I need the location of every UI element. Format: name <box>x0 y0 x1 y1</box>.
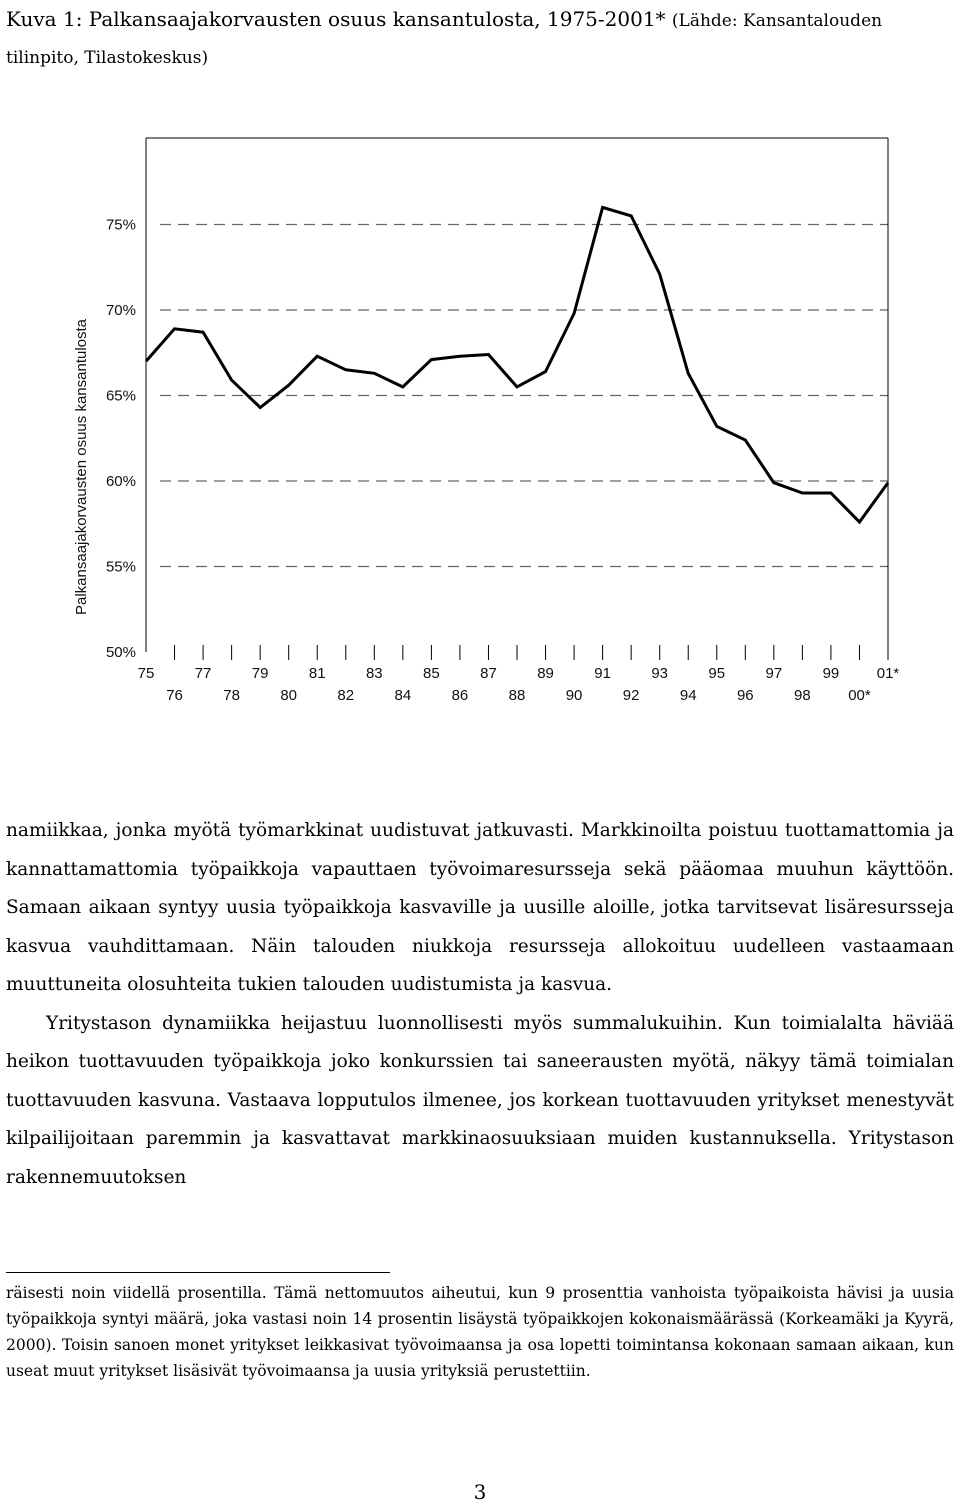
x-tick-label: 98 <box>794 687 811 704</box>
x-tick-label: 92 <box>622 687 640 704</box>
x-tick-label: 86 <box>451 687 469 704</box>
page-number: 3 <box>473 1480 487 1504</box>
y-tick-label: 55% <box>105 558 136 576</box>
x-tick-label: 75 <box>137 665 155 682</box>
caption-label: Kuva 1: Palkansaajakorvausten osuus kansantulosta, 1975-2001* <box>6 7 666 31</box>
x-tick-label: 80 <box>280 687 298 704</box>
x-tick-label: 84 <box>394 687 412 704</box>
x-tick-label: 93 <box>651 665 669 682</box>
x-tick-label: 90 <box>565 687 583 704</box>
paragraph-1: namiikkaa, jonka myötä työmarkkinat uudistuvat jatkuvasti. Markkinoilta poistuu tuottamattomia ja kannattamattomia työpaikkoja vapauttaen työvoimaresursseja sekä pääomaa muuhun käyttöön. Samaan aikaan syntyy uusia työpaikkoja kasvaville ja uusille aloille, jotka tarvitsevat lisäresursseja kasvua vauhdittamaan. Näin talouden niukkoja resursseja allokoituu uudelleen vastaamaan muuttuneita olosuhteita tukien talouden uudistumista ja kasvua. <box>6 820 954 995</box>
y-tick-label: 60% <box>105 473 136 490</box>
y-tick-label: 65% <box>105 387 136 405</box>
x-tick-label: 85 <box>423 665 440 682</box>
x-tick-label: 78 <box>223 687 240 704</box>
footnote-rule <box>6 1272 390 1273</box>
y-tick-label: 70% <box>105 302 136 319</box>
y-tick-labels <box>106 217 136 662</box>
x-tick-label: 00* <box>848 687 871 704</box>
x-tick-label: 96 <box>736 687 754 704</box>
x-tick-labels <box>138 665 900 704</box>
x-tick-label: 81 <box>308 665 326 682</box>
series-line <box>146 207 888 522</box>
x-tick-label: 89 <box>537 665 554 682</box>
y-tick-label: 75% <box>105 216 136 234</box>
series <box>146 207 888 522</box>
paragraph-2: Yritystason dynamiikka heijastuu luonnollisesti myös summalukuihin. Kun toimialalta häviää heikon tuottavuuden työpaikkoja joko konkurssien tai saneerausten myötä, näkyy tämä toimialan tuottavuuden kasvuna. Vastaava lopputulos ilmenee, jos korkean tuottavuuden yritykset menestyvät kilpailijoitaan paremmin ja kasvattavat markkinaosuuksiaan muiden kustannuksella. Yritystason rakennemuutoksen <box>6 1012 954 1188</box>
x-tick-label: 83 <box>365 665 383 682</box>
figure-caption <box>6 2 954 76</box>
x-tick-label: 76 <box>166 687 183 704</box>
x-tick-label: 01* <box>876 665 900 682</box>
x-tick-label: 87 <box>480 665 497 682</box>
x-tick-label: 95 <box>708 665 726 682</box>
x-tick-label: 94 <box>679 687 697 704</box>
x-tick-label: 82 <box>337 687 355 704</box>
x-tick-label: 97 <box>765 665 783 682</box>
line-chart <box>0 120 960 720</box>
body-text <box>6 812 954 1197</box>
y-tick-label: 50% <box>105 644 136 661</box>
y-axis-label: Palkansaajakorvausten osuus kansantulosta <box>73 318 90 616</box>
footnote: räisesti noin viidellä prosentilla. Tämä nettomuutos aiheutui, kun 9 prosenttia vanhoista työpaikoista hävisi ja uusia työpaikkoja syntyi määrä, joka vastasi noin 14 prosentin lisäystä työpaikkojen kokonaismäärässä (Korkeamäki ja Kyyrä, 2000). Toisin sanoen monet yritykset leikkasivat työvoimaansa ja osa lopetti toimintansa kokonaan samaan aikaan, kun useat muut yritykset lisäsivät työvoimaansa ja uusia yrityksiä perustettiin. <box>6 1284 954 1380</box>
x-tick-marks <box>175 645 888 660</box>
x-tick-label: 91 <box>594 665 611 682</box>
grid-lines <box>160 225 888 567</box>
x-tick-label: 99 <box>822 665 840 682</box>
x-tick-label: 88 <box>508 687 526 704</box>
caption-source: (Lähde: Kansantalouden tilinpito, Tilastokeskus) <box>6 11 883 68</box>
x-tick-label: 79 <box>251 665 269 682</box>
x-tick-label: 77 <box>194 665 212 682</box>
